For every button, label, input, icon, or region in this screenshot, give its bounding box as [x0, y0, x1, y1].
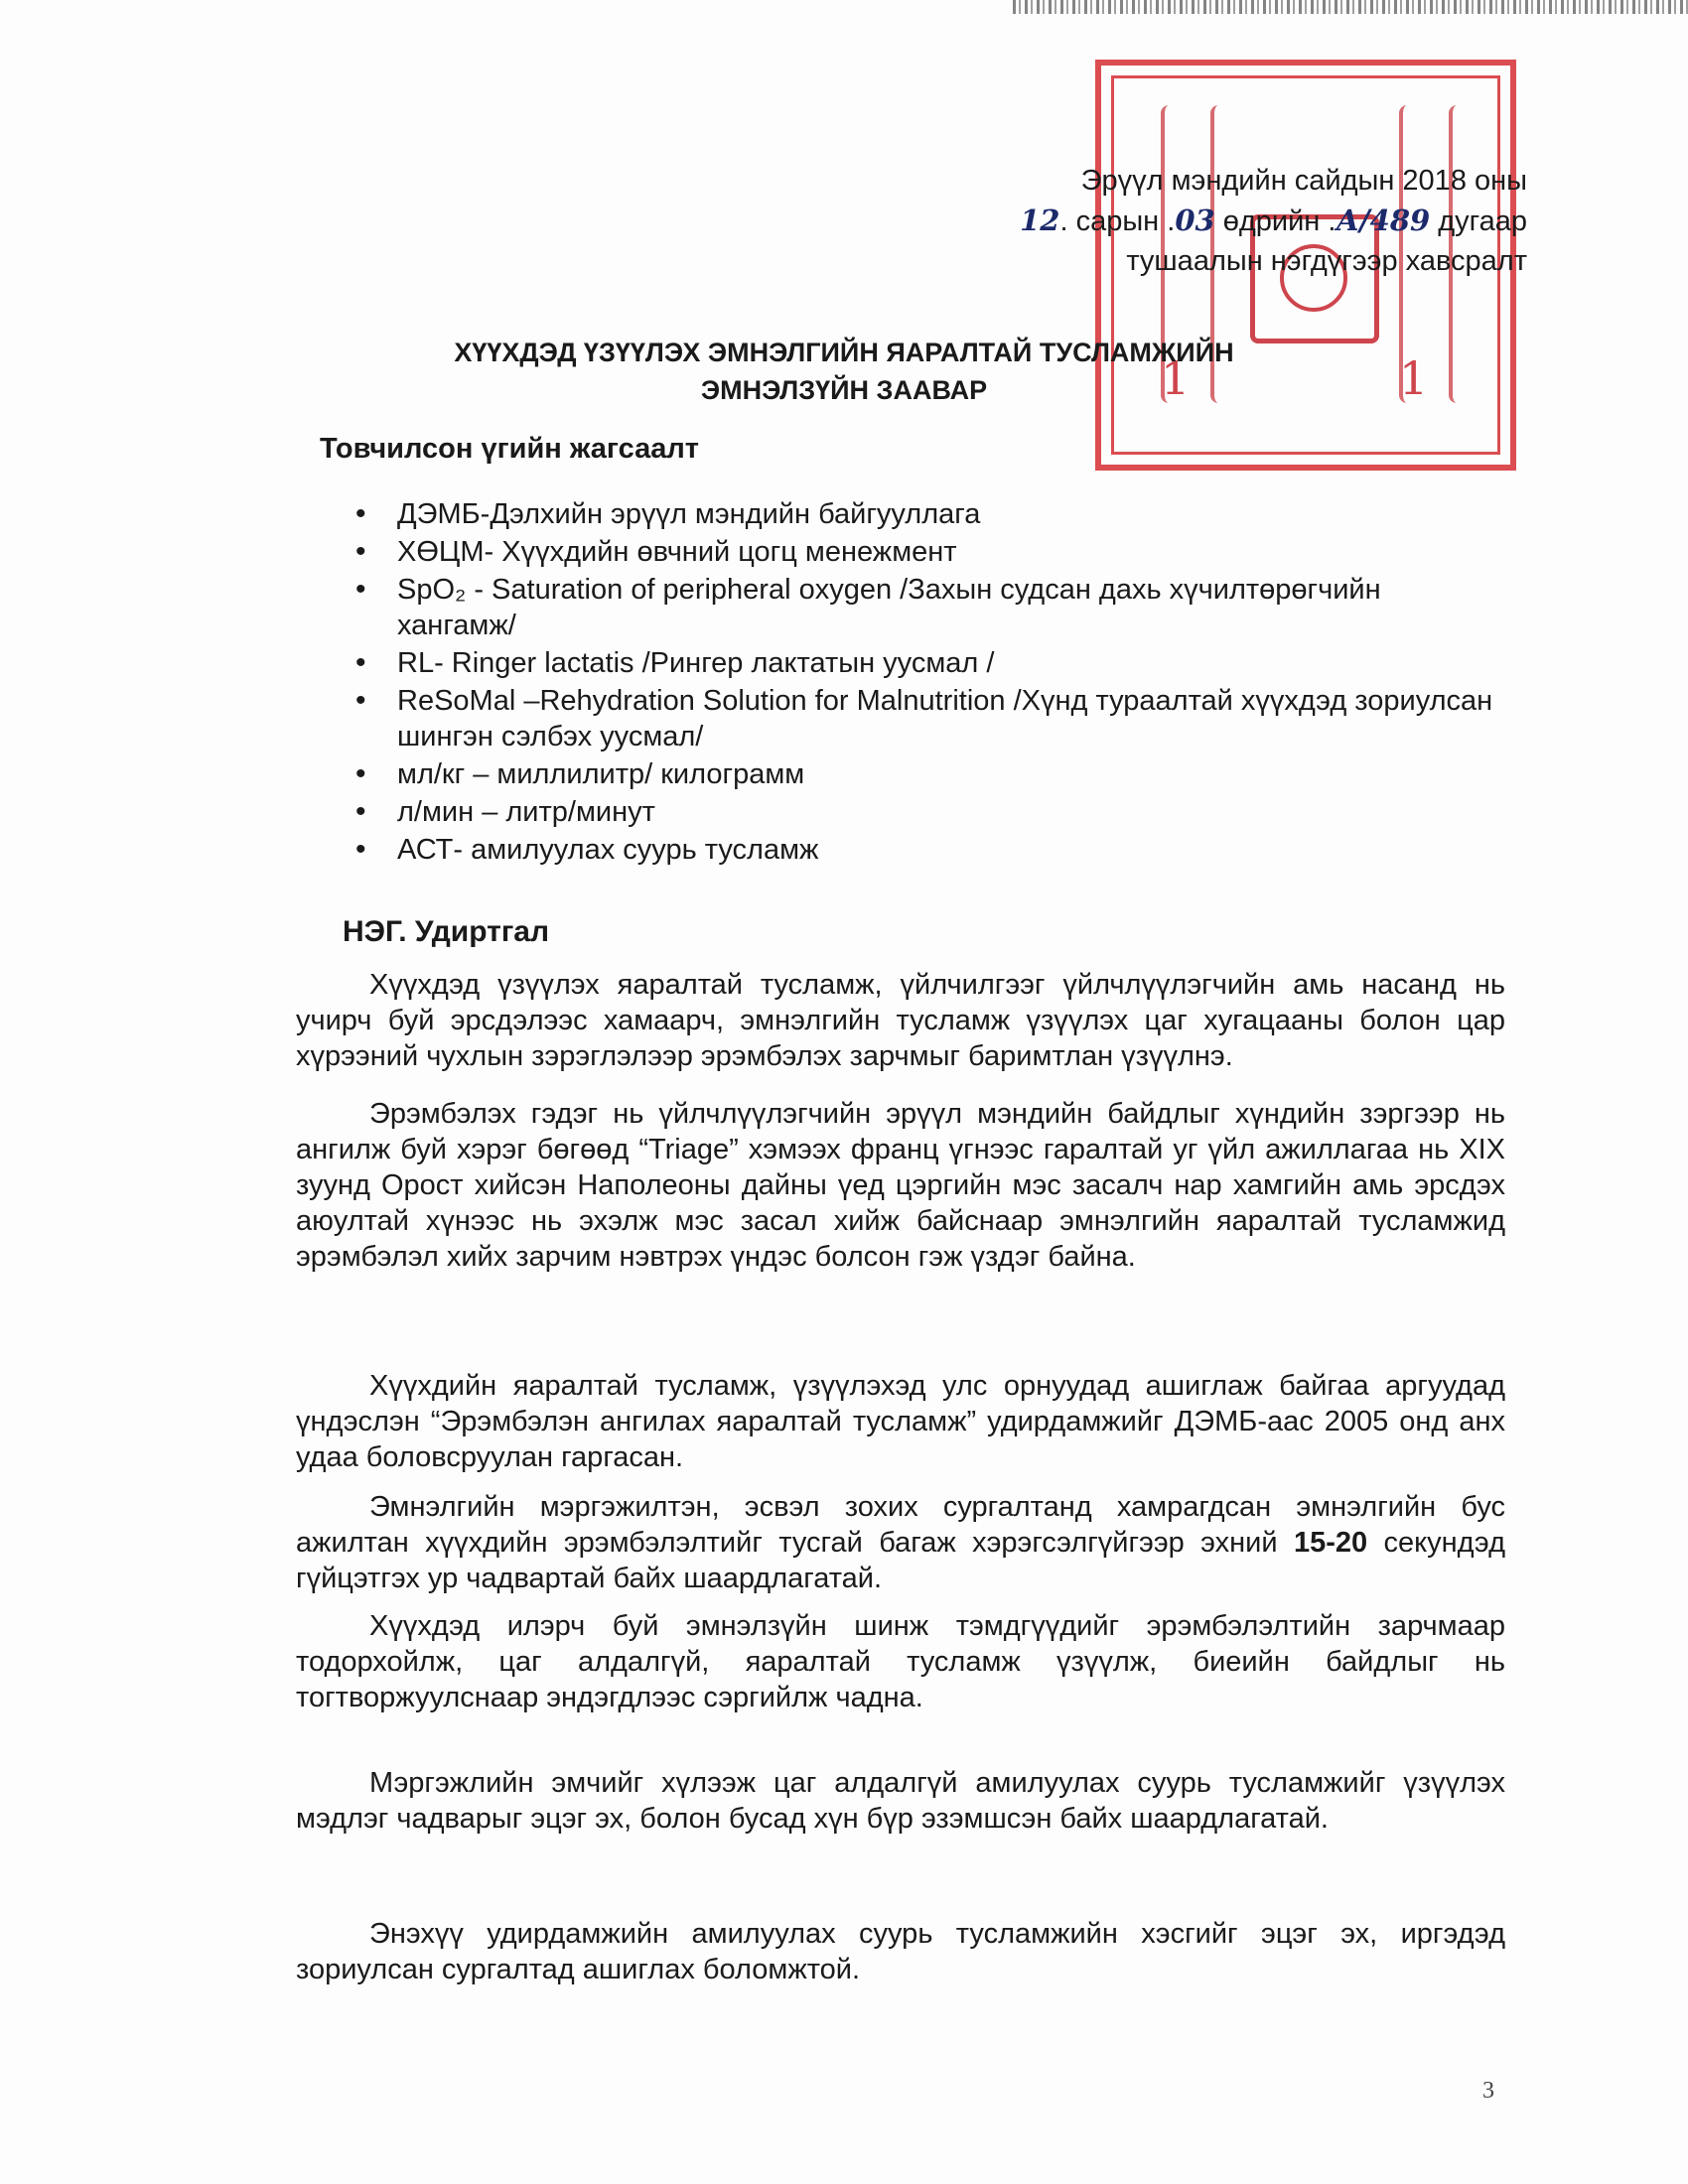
paragraph [296, 1096, 1505, 1275]
paragraph-text: Эмнэлгийн мэргэжилтэн, эсвэл зохих сургалтанд хамрагдсан эмнэлгийн бус ажилтан хүүхдийн эрэмбэлэлтийг тусгай багаж хэрэгсэлгүйгээр эхний [296, 1491, 1505, 1559]
bold-duration: 15-20 [1293, 1527, 1368, 1559]
list-item: • мл/кг – миллилитр/ килограмм [355, 756, 1497, 792]
list-item: • АСТ- амилуулах суурь тусламж [355, 832, 1497, 868]
abbreviations-heading: Товчилсон үгийн жагсаалт [320, 433, 699, 465]
order-reference [812, 161, 1527, 281]
list-item: • RL- Ringer lactatis /Рингер лактатын уусмал / [355, 645, 1497, 681]
handwritten-day: 03 [1175, 204, 1215, 237]
paragraph-text: Хүүхдэд үзүүлэх яаралтай тусламж, үйлчилгээг үйлчлүүлэгчийн амь насанд нь учирч буй эрсдэлээс хамаарч, эмнэлгийн тусламж үзүүлэх цаг хугацааны болон цар хүрээний чухлын зэрэглэлээр эрэмбэлэх зарчмыг баримтлан үзүүлнэ. [296, 969, 1505, 1072]
list-item: • ХӨЦМ- Хүүхдийн өвчний цогц менежмент [355, 534, 1497, 570]
order-label: дугаар [1430, 205, 1527, 237]
document-title-line1: ХҮҮХДЭД ҮЗҮҮЛЭХ ЭМНЭЛГИЙН ЯАРАЛТАЙ ТУСЛАМЖИЙН [454, 338, 1234, 367]
paragraph-text: Мэргэжлийн эмчийг хүлээж цаг алдалгүй амилуулах суурь тусламжийг үзүүлэх мэдлэг чадварыг эцэг эх, болон бусад хүн бүр эзэмшсэн байх шаардлагатай. [296, 1767, 1505, 1835]
paragraph-text: Хүүхдийн яаралтай тусламж, үзүүлэхэд улс орнуудад ашиглаж байгаа аргуудад үндэслэн “Эрэмбэлэн ангилах яаралтай тусламж” удирдамжийг ДЭМБ-аас 2005 онд анх удаа боловсруулан гаргасан. [296, 1370, 1505, 1473]
paragraph-text: Хүүхдэд илэрч буй эмнэлзүйн шинж тэмдгүүдийг эрэмбэлэлтийн зарчмаар тодорхойлж, цаг алдалгүй, яаралтай тусламж үзүүлж, биеийн байдлыг нь тогтворжуулснаар эндэгдлээс сэргийлж чадна. [296, 1610, 1505, 1713]
document-title-line2: ЭМНЭЛЗҮЙН ЗААВАР [700, 375, 988, 405]
paragraph [296, 1489, 1505, 1596]
abbreviations-list [355, 496, 1497, 870]
handwritten-order-number: А/489 [1336, 204, 1431, 237]
document-title [298, 334, 1390, 409]
day-label: өдрийн . [1214, 205, 1336, 237]
page-number: 3 [1482, 2078, 1494, 2104]
paragraph-text: Энэхүү удирдамжийн амилуулах суурь тусламжийн хэсгийг эцэг эх, иргэдэд зориулсан сургалтад ашиглах боломжтой. [296, 1918, 1505, 1985]
paragraph [296, 1608, 1505, 1715]
paragraph [296, 1368, 1505, 1475]
paragraph [296, 1765, 1505, 1837]
order-reference-line2 [812, 201, 1527, 241]
list-item: • ДЭМБ-Дэлхийн эрүүл мэндийн байгууллага [355, 496, 1497, 532]
scan-artifact-bar [1013, 0, 1688, 14]
paragraph-text: Эрэмбэлэх гэдэг нь үйлчлүүлэгчийн эрүүл мэндийн байдлыг хүндийн зэргээр нь ангилж буй хэрэг бөгөөд “Triage” хэмээх франц үгнээс гаралтай уг үйл ажиллагаа нь XIX зуунд Орост хийсэн Наполеоны дайны үед цэргийн мэс засалч нар хамгийн амь эрсдэх аюултай хүнээс нь эхэлж мэс засал хийж байснаар эмнэлгийн яаралтай тусламжид эрэмбэлэл хийх зарчим нэвтрэх үндэс болсон гэж үздэг байна. [296, 1098, 1505, 1273]
list-item: • л/мин – литр/минут [355, 794, 1497, 830]
paragraph [296, 1916, 1505, 1987]
section-heading: НЭГ. Удиртгал [343, 915, 550, 948]
paragraph [296, 967, 1505, 1074]
paragraph-text: секундэд гүйцэтгэх ур чадвартай байх шаардлагатай. [296, 1527, 1506, 1594]
handwritten-month: 12 [1020, 204, 1060, 237]
stamp-number-right: 1 [1399, 351, 1429, 405]
order-reference-line3: тушаалын нэгдүгээр хавсралт [1126, 245, 1527, 277]
list-item: • SpO₂ - Saturation of peripheral oxygen /Захын судсан дахь хүчилтөрөгчийн хангамж/ [355, 572, 1497, 643]
list-item: • ReSoMal –Rehydration Solution for Malnutrition /Хүнд тураалтай хүүхдэд зориулсан шингэн сэлбэх уусмал/ [355, 683, 1497, 754]
stamp-number-left: 1 [1161, 351, 1191, 405]
order-reference-line1: Эрүүл мэндийн сайдын 2018 оны [1080, 165, 1527, 197]
month-label: . сарын . [1059, 205, 1176, 237]
